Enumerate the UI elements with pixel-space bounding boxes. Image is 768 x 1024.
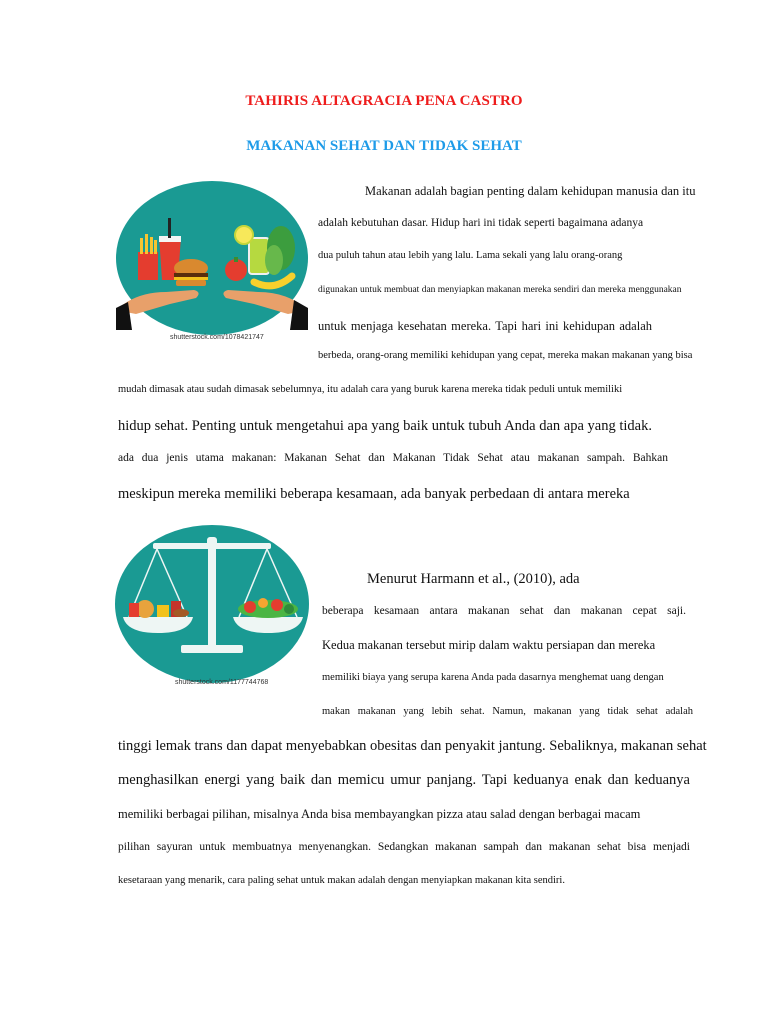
paragraph2-line: kesetaraan yang menarik, cara paling sehat untuk makan adalah dengan menyiapkan makanan kita sendiri.	[118, 875, 565, 886]
paragraph2-line: beberapa kesamaan antara makanan sehat dan makanan cepat saji.	[322, 605, 686, 617]
paragraph2-line: Kedua makanan tersebut mirip dalam waktu persiapan dan mereka	[322, 638, 656, 652]
balance-scale-illustration	[115, 525, 309, 685]
paragraph1-line: dua puluh tahun atau lebih yang lalu. Lama sekali yang lalu orang-orang	[318, 250, 623, 261]
figure-junk-vs-healthy	[116, 180, 308, 345]
paragraph1-line: digunakan untuk membuat dan menyiapkan makanan mereka sendiri dan mereka menggunakan	[318, 285, 682, 295]
paragraph1-line: meskipun mereka memiliki beberapa kesamaan, ada banyak perbedaan di antara mereka	[118, 486, 630, 502]
figure-credit: shutterstock.com/1078421747	[170, 334, 264, 341]
paragraph1-line: berbeda, orang-orang memiliki kehidupan yang cepat, mereka makan makanan yang bisa	[318, 350, 693, 361]
paragraph2-line: tinggi lemak trans dan dapat menyebabkan obesitas dan penyakit jantung. Sebaliknya, makanan sehat	[118, 738, 707, 754]
figure-credit: shutterstock.com/1177744768	[175, 679, 269, 686]
paragraph1-line: Makanan adalah bagian penting dalam kehidupan manusia dan itu	[365, 184, 696, 198]
paragraph2-line: pilihan sayuran untuk membuatnya menyenangkan. Sedangkan makanan sampah dan makanan sehat bisa menjadi	[118, 841, 690, 853]
figure-balance-scale	[115, 525, 309, 690]
paragraph2-line: menghasilkan energi yang baik dan memicu umur panjang. Tapi keduanya enak dan keduanya	[118, 772, 690, 788]
paragraph1-line: untuk menjaga kesehatan mereka. Tapi hari ini kehidupan adalah	[318, 319, 652, 333]
document-title: MAKANAN SEHAT DAN TIDAK SEHAT	[246, 138, 522, 154]
paragraph1-line: hidup sehat. Penting untuk mengetahui apa yang baik untuk tubuh Anda dan apa yang tidak.	[118, 418, 652, 434]
paragraph2-line: memiliki biaya yang serupa karena Anda pada dasarnya menghemat uang dengan	[322, 672, 664, 683]
paragraph1-line: mudah dimasak atau sudah dimasak sebelumnya, itu adalah cara yang buruk karena mereka tidak peduli untuk memiliki	[118, 384, 623, 395]
paragraph1-line: ada dua jenis utama makanan: Makanan Sehat dan Makanan Tidak Sehat atau makanan sampah. Bahkan	[118, 452, 668, 464]
paragraph2-line: memiliki berbagai pilihan, misalnya Anda bisa membayangkan pizza atau salad dengan berbagai macam	[118, 807, 641, 821]
paragraph2-line: Menurut Harmann et al., (2010), ada	[367, 571, 580, 587]
junk-vs-healthy-illustration	[116, 180, 308, 345]
paragraph1-line: adalah kebutuhan dasar. Hidup hari ini tidak seperti bagaimana adanya	[318, 217, 644, 229]
author-name: TAHIRIS ALTAGRACIA PENA CASTRO	[245, 93, 523, 109]
paragraph2-line: makan makanan yang lebih sehat. Namun, makanan yang tidak sehat adalah	[322, 706, 693, 717]
